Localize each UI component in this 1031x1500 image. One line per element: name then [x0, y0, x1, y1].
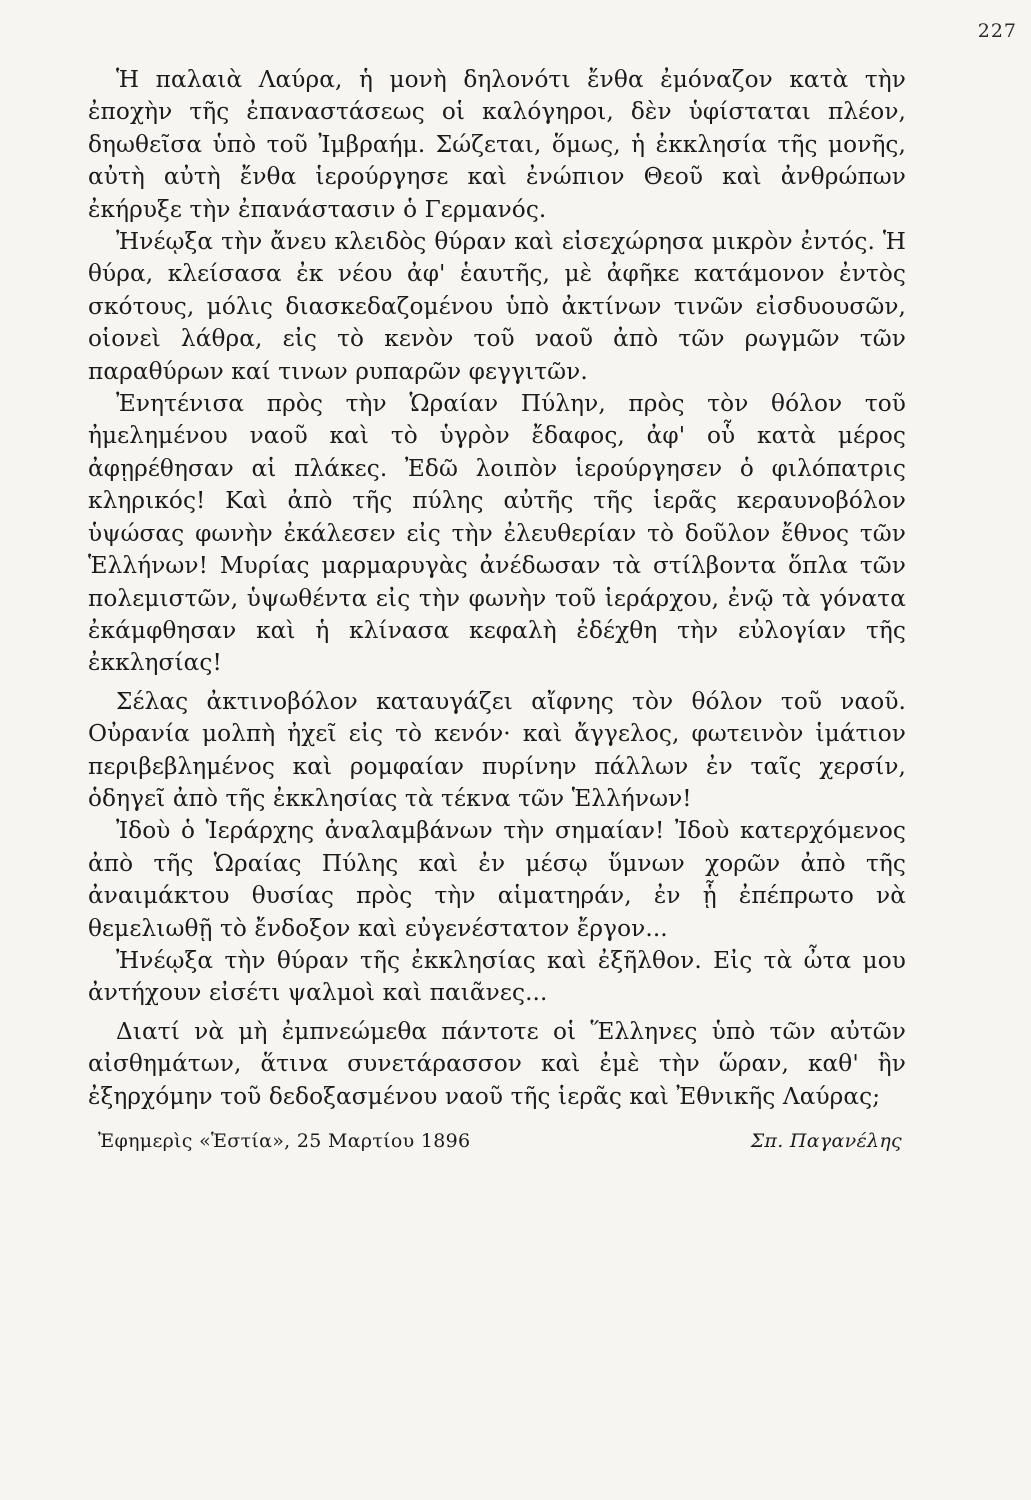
author-name: Σπ. Παγανέλης	[750, 1130, 902, 1152]
page-number: 227	[977, 20, 1017, 42]
paragraph: Ἠνέῳξα τὴν ἄνευ κλειδὸς θύραν καὶ εἰσεχώρησα μικρὸν ἐντός. Ἡ θύρα, κλείσασα ἐκ νέου ἀφ' ἑαυτῆς, μὲ ἀφῆκε κατάμονον ἐντὸς σκότους, μόλις διασκεδαζομένου ὑπὸ ἀκτίνων τινῶν εἰσδυουσῶν, οἱονεὶ λάθρα, εἰς τὸ κενὸν τοῦ ναοῦ ἀπὸ τῶν ρωγμῶν τῶν παραθύρων καί τινων ρυπαρῶν φεγγιτῶν.	[88, 228, 906, 385]
paragraph: Ἡ παλαιὰ Λαύρα, ἡ μονὴ δηλονότι ἔνθα ἐμόναζον κατὰ τὴν ἐποχὴν τῆς ἐπαναστάσεως οἱ καλόγηροι, δὲν ὑφίσταται πλέον, δηωθεῖσα ὑπὸ τοῦ Ἰμβραήμ. Σώζεται, ὅμως, ἡ ἐκκλησία τῆς μονῆς, αὐτὴ αὐτὴ ἔνθα ἱερούργησε καὶ ἐνώπιον Θεοῦ καὶ ἀνθρώπων ἐκήρυξε τὴν ἐπανάστασιν ὁ Γερμανός.	[88, 66, 906, 223]
paragraph: Διατί νὰ μὴ ἐμπνεώμεθα πάντοτε οἱ Ἕλληνες ὑπὸ τῶν αὐτῶν αἰσθημάτων, ἅτινα συνετάρασσον καὶ ἐμὲ τὴν ὥραν, καθ' ἣν ἐξηρχόμην τοῦ δεδοξασμένου ναοῦ τῆς ἱερᾶς καὶ Ἐθνικῆς Λαύρας;	[88, 1017, 906, 1110]
paragraph: Σέλας ἀκτινοβόλον καταυγάζει αἴφνης τὸν θόλον τοῦ ναοῦ. Οὐρανία μολπὴ ἠχεῖ εἰς τὸ κενόν· καὶ ἄγγελος, φωτεινὸν ἱμάτιον περιβεβλημένος καὶ ρομφαίαν πυρίνην πάλλων ἐν ταῖς χερσίν, ὁδηγεῖ ἀπὸ τῆς ἐκκλησίας τὰ τέκνα τῶν Ἑλλήνων!	[88, 687, 906, 812]
source-citation: Ἐφημερὶς «Ἑστία», 25 Μαρτίου 1896	[98, 1130, 471, 1152]
paragraph: Ἰδοὺ ὁ Ἱεράρχης ἀναλαμβάνων τὴν σημαίαν! Ἰδοὺ κατερχόμενος ἀπὸ τῆς Ὡραίας Πύλης καὶ ἐν μέσῳ ὕμνων χορῶν ἀπὸ τῆς ἀναιμάκτου θυσίας πρὸς τὴν αἱματηράν, ἐν ᾗ ἐπέπρωτο νὰ θεμελιωθῇ τὸ ἔνδοξον καὶ εὐγενέστατον ἔργον...	[88, 817, 906, 942]
paragraph: Ἠνέῳξα τὴν θύραν τῆς ἐκκλησίας καὶ ἐξῆλθον. Εἰς τὰ ὦτα μου ἀντήχουν εἰσέτι ψαλμοὶ καὶ παιᾶνες...	[88, 946, 906, 1007]
body-text	[88, 64, 906, 1157]
signature-line	[88, 1125, 906, 1157]
paragraph: Ἐνητένισα πρὸς τὴν Ὡραίαν Πύλην, πρὸς τὸν θόλον τοῦ ἠμελημένου ναοῦ καὶ τὸ ὑγρὸν ἔδαφος, ἀφ' οὗ κατὰ μέρος ἀφῃρέθησαν αἱ πλάκες. Ἐδῶ λοιπὸν ἱερούργησεν ὁ φιλόπατρις κληρικός! Καὶ ἀπὸ τῆς πύλης αὐτῆς τῆς ἱερᾶς κεραυνοβόλον ὑψώσας φωνὴν ἐκάλεσεν εἰς τὴν ἐλευθερίαν τὸ δοῦλον ἔθνος τῶν Ἑλλήνων! Μυρίας μαρμαρυγὰς ἀνέδωσαν τὰ στίλβοντα ὅπλα τῶν πολεμιστῶν, ὑψωθέντα εἰς τὴν φωνὴν τοῦ ἱεράρχου, ἐνῷ τὰ γόνατα ἐκάμφθησαν καὶ ἡ κλίνασα κεφαλὴ ἐδέχθη τὴν εὐλογίαν τῆς ἐκκλησίας!	[88, 390, 906, 677]
